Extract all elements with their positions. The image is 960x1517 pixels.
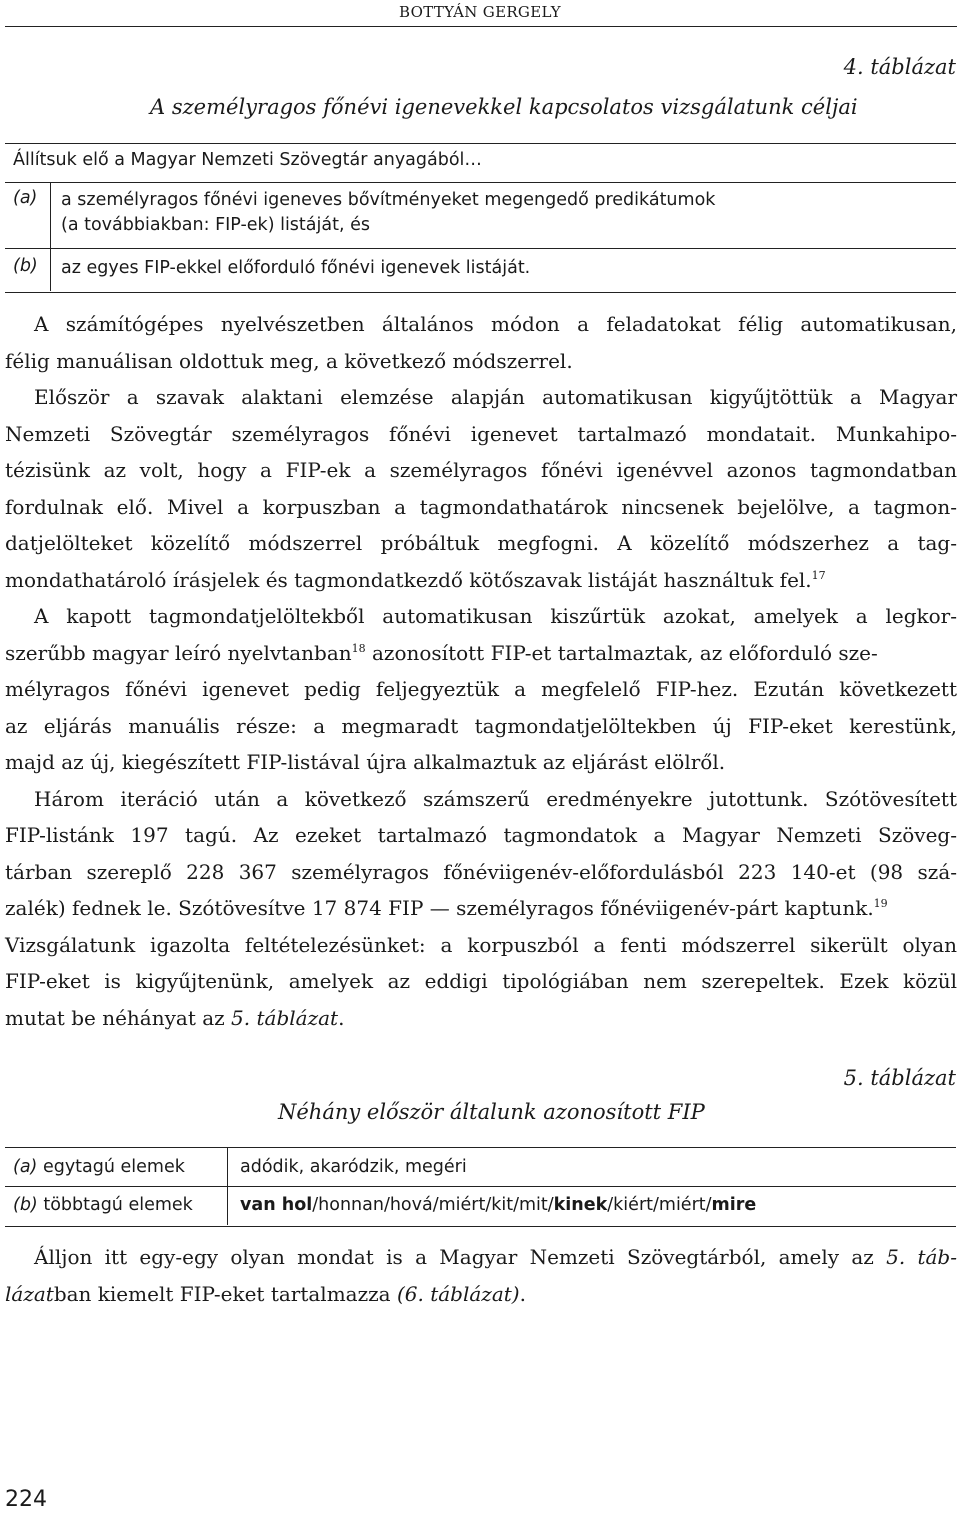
text-line <box>5 1239 957 1276</box>
text-fragment: azonosított FIP-et tartalmaztak, az előforduló sze- <box>365 640 878 665</box>
bold-item: kinek <box>553 1195 608 1215</box>
table-reference: lázat <box>5 1281 54 1306</box>
text-line <box>5 562 957 599</box>
text-fragment: mutat be néhányat az <box>5 1005 232 1030</box>
table4-label: 4. táblázat <box>843 55 956 79</box>
text-line <box>5 890 957 927</box>
table5 <box>5 1147 956 1227</box>
text-line <box>5 635 957 672</box>
table4-separator <box>5 182 956 183</box>
body-text-1 <box>5 306 957 1036</box>
table5-title: Néhány először általunk azonosított FIP <box>278 1100 705 1124</box>
text-line: FIP-eket is kigyűjtenünk, amelyek az eddigi tipológiában nem szerepeltek. Ezek közül <box>5 969 957 993</box>
text-line: mélyragos főnévi igenevet pedig feljegyeztük a megfelelő FIP-hez. Ezután következett <box>5 677 957 701</box>
footnote-ref: 18 <box>351 641 366 655</box>
category-text: egytagú elemek <box>37 1157 185 1177</box>
text-line: tézisünk az volt, hogy a FIP-ek a személyragos főnévi igenévvel azonos tagmondatban <box>5 458 957 482</box>
text-line: A számítógépes nyelvészetben általános módon a feladatokat félig automatikusan, <box>34 312 957 336</box>
text-line: FIP-listánk 197 tagú. Az ezeket tartalmazó tagmondatok a Magyar Nemzeti Szöveg- <box>5 823 957 847</box>
row-marker: (a) <box>13 188 38 208</box>
text-line: Nemzeti Szövegtár személyragos főnévi igenevet tartalmazó mondatait. Munkahipo- <box>5 421 957 446</box>
row-marker: (b) <box>13 1195 38 1215</box>
table5-row-a-category <box>13 1157 185 1177</box>
table5-row-a-items: adódik, akaródzik, megéri <box>240 1157 467 1177</box>
body-text-2 <box>5 1239 957 1312</box>
footnote-ref: 17 <box>811 568 826 582</box>
item-text: /honnan/hová/miért/kit/mit/ <box>312 1195 554 1215</box>
row-marker: (a) <box>13 1157 38 1177</box>
text-line: datjelölteket közelítő módszerrel próbáltuk megfogni. A közelítő módszerhez a tag- <box>5 531 957 555</box>
text-fragment: zalék) fednek le. Szótövesítve 17 874 FIP — személyragos főnéviigenév-párt kaptunk. <box>5 896 874 920</box>
text-fragment: ban kiemelt FIP-eket tartalmazza <box>53 1281 397 1306</box>
table5-label: 5. táblázat <box>843 1066 956 1090</box>
row-text-line: (a továbbiakban: FIP-ek) listáját, és <box>61 215 370 235</box>
bold-item: mire <box>711 1195 757 1215</box>
text-fragment: szerűbb magyar leíró nyelvtanban <box>5 640 352 665</box>
table4-intro: Állítsuk elő a Magyar Nemzeti Szövegtár anyagából… <box>13 150 482 170</box>
footnote-ref: 19 <box>873 897 888 910</box>
text-fragment: mondathatároló írásjelek és tagmondatkezdő kötőszavak listáját használtuk fel. <box>5 567 812 592</box>
text-fragment: Álljon itt egy-egy olyan mondat is a Magyar Nemzeti Szövegtárból, amely az <box>34 1245 887 1269</box>
header-rule <box>5 26 957 27</box>
text-line: fordulnak elő. Mivel a korpuszban a tagmondathatárok nincsenek bejelölve, a tagmon- <box>5 494 957 519</box>
table-reference: 5. táb- <box>886 1245 957 1269</box>
table5-row-b-category <box>13 1195 193 1215</box>
text-line: Vizsgálatunk igazolta feltételezésünket: a korpuszból a fenti módszerrel sikerült olyan <box>5 932 957 957</box>
bold-item: van hol <box>240 1195 313 1215</box>
table5-separator <box>5 1186 956 1187</box>
text-line <box>5 1276 957 1313</box>
text-line: A kapott tagmondatjelöltekből automatikusan kiszűrtük azokat, amelyek a legkor- <box>34 604 957 628</box>
text-fragment: . <box>338 1005 345 1030</box>
row-text-line: a személyragos főnévi igeneves bővítményeket megengedő predikátumok <box>61 190 716 210</box>
table4-separator <box>5 248 956 249</box>
table4 <box>5 143 956 293</box>
row-text: az egyes FIP-ekkel előforduló főnévi igenevek listáját. <box>61 258 531 278</box>
text-line: az eljárás manuális része: a megmaradt tagmondatjelöltekben új FIP-eket kerestünk, <box>5 713 957 738</box>
row-text <box>61 188 715 238</box>
text-line: Három iteráció után a következő számszerű eredményekre jutottunk. Szótövesített <box>34 786 957 811</box>
table4-column-rule <box>50 182 51 291</box>
text-line: Először a szavak alaktani elemzése alapján automatikusan kigyűjtöttük a Magyar <box>34 385 957 409</box>
table5-row-b-items <box>240 1195 756 1215</box>
table4-title: A személyragos főnévi igenevekkel kapcsolatos vizsgálatunk céljai <box>150 95 858 119</box>
text-line: majd az új, kiegészített FIP-listával újra alkalmaztuk az eljárást elölről. <box>5 750 726 774</box>
table-reference: 5. táblázat <box>231 1005 339 1030</box>
row-marker: (b) <box>13 256 38 276</box>
category-text: többtagú elemek <box>37 1195 193 1215</box>
text-fragment: . <box>519 1281 526 1306</box>
running-header: BOTTYÁN GERGELY <box>399 3 561 21</box>
table-reference: (6. táblázat) <box>396 1281 520 1306</box>
text-line: félig manuálisan oldottuk meg, a következő módszerrel. <box>5 348 573 373</box>
page-number: 224 <box>5 1487 47 1512</box>
text-line <box>5 1000 957 1037</box>
item-text: /kiért/miért/ <box>607 1195 712 1215</box>
text-line: tárban szereplő 228 367 személyragos főnéviigenév-előfordulásból 223 140-et (98 szá- <box>5 859 957 884</box>
